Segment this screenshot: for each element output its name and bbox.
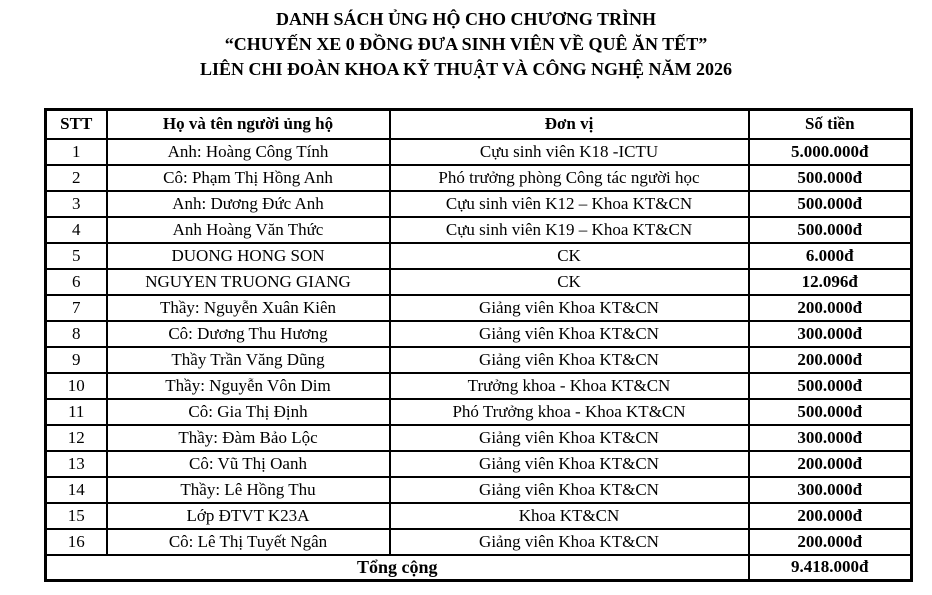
document-title [0,7,932,82]
title-line-2: “CHUYẾN XE 0 ĐỒNG ĐƯA SINH VIÊN VỀ QUÊ ĂN TẾT” [224,34,708,54]
cell-unit: Cựu sinh viên K19 – Khoa KT&CN [390,217,749,243]
cell-amount: 200.000đ [749,347,912,373]
cell-unit: Giảng viên Khoa KT&CN [390,347,749,373]
cell-name: Anh Hoàng Văn Thức [107,217,390,243]
cell-stt: 5 [46,243,107,269]
cell-unit: Phó Trưởng khoa - Khoa KT&CN [390,399,749,425]
donation-table [44,108,913,582]
table-row [46,217,912,243]
cell-amount: 500.000đ [749,217,912,243]
cell-unit: Cựu sinh viên K18 -ICTU [390,139,749,165]
cell-name: Thầy: Nguyễn Xuân Kiên [107,295,390,321]
cell-name: Cô: Vũ Thị Oanh [107,451,390,477]
cell-unit: Giảng viên Khoa KT&CN [390,477,749,503]
cell-amount: 200.000đ [749,451,912,477]
cell-unit: Giảng viên Khoa KT&CN [390,451,749,477]
cell-amount: 300.000đ [749,321,912,347]
cell-name: Anh: Hoàng Công Tính [107,139,390,165]
total-label: Tổng cộng [46,555,749,581]
table-body [46,139,912,555]
table-row [46,321,912,347]
cell-amount: 200.000đ [749,529,912,555]
table-row [46,477,912,503]
header-amount: Số tiền [749,110,912,139]
table-row [46,347,912,373]
cell-name: Cô: Dương Thu Hương [107,321,390,347]
cell-stt: 6 [46,269,107,295]
title-line-3: LIÊN CHI ĐOÀN KHOA KỸ THUẬT VÀ CÔNG NGHỆ NĂM 2026 [199,59,733,79]
cell-amount: 500.000đ [749,399,912,425]
cell-stt: 8 [46,321,107,347]
cell-stt: 11 [46,399,107,425]
cell-name: Thầy: Đàm Bảo Lộc [107,425,390,451]
cell-stt: 3 [46,191,107,217]
table-row [46,373,912,399]
header-stt: STT [46,110,107,139]
cell-stt: 1 [46,139,107,165]
cell-unit: Phó trưởng phòng Công tác người học [390,165,749,191]
cell-stt: 7 [46,295,107,321]
cell-name: Thầy: Nguyễn Vôn Dim [107,373,390,399]
table-row [46,165,912,191]
table-header-row [46,110,912,139]
cell-stt: 12 [46,425,107,451]
cell-name: Anh: Dương Đức Anh [107,191,390,217]
table-row [46,269,912,295]
table-row [46,243,912,269]
table-row [46,425,912,451]
cell-amount: 200.000đ [749,503,912,529]
table-row [46,399,912,425]
table-row [46,191,912,217]
cell-stt: 10 [46,373,107,399]
cell-unit: Giảng viên Khoa KT&CN [390,321,749,347]
cell-stt: 15 [46,503,107,529]
cell-amount: 500.000đ [749,191,912,217]
cell-unit: CK [390,243,749,269]
cell-unit: CK [390,269,749,295]
cell-stt: 13 [46,451,107,477]
cell-unit: Giảng viên Khoa KT&CN [390,295,749,321]
header-name: Họ và tên người ủng hộ [107,110,390,139]
cell-unit: Giảng viên Khoa KT&CN [390,425,749,451]
cell-unit: Giảng viên Khoa KT&CN [390,529,749,555]
cell-amount: 6.000đ [749,243,912,269]
cell-name: Thầy Trần Văng Dũng [107,347,390,373]
table-row [46,503,912,529]
cell-amount: 500.000đ [749,373,912,399]
header-unit: Đơn vị [390,110,749,139]
cell-name: Cô: Lê Thị Tuyết Ngân [107,529,390,555]
cell-amount: 200.000đ [749,295,912,321]
total-row [46,555,912,581]
table-row [46,451,912,477]
cell-unit: Trưởng khoa - Khoa KT&CN [390,373,749,399]
total-value: 9.418.000đ [749,555,912,581]
cell-stt: 9 [46,347,107,373]
cell-stt: 4 [46,217,107,243]
cell-amount: 500.000đ [749,165,912,191]
cell-name: Cô: Gia Thị Định [107,399,390,425]
cell-name: Lớp ĐTVT K23A [107,503,390,529]
cell-amount: 300.000đ [749,425,912,451]
cell-stt: 14 [46,477,107,503]
table-row [46,529,912,555]
cell-name: DUONG HONG SON [107,243,390,269]
table-row [46,139,912,165]
cell-stt: 16 [46,529,107,555]
cell-name: Cô: Phạm Thị Hồng Anh [107,165,390,191]
cell-amount: 5.000.000đ [749,139,912,165]
table-row [46,295,912,321]
cell-amount: 12.096đ [749,269,912,295]
cell-name: Thầy: Lê Hồng Thu [107,477,390,503]
cell-name: NGUYEN TRUONG GIANG [107,269,390,295]
cell-unit: Khoa KT&CN [390,503,749,529]
title-line-1: DANH SÁCH ỦNG HỘ CHO CHƯƠNG TRÌNH [275,9,657,29]
cell-unit: Cựu sinh viên K12 – Khoa KT&CN [390,191,749,217]
cell-amount: 300.000đ [749,477,912,503]
cell-stt: 2 [46,165,107,191]
